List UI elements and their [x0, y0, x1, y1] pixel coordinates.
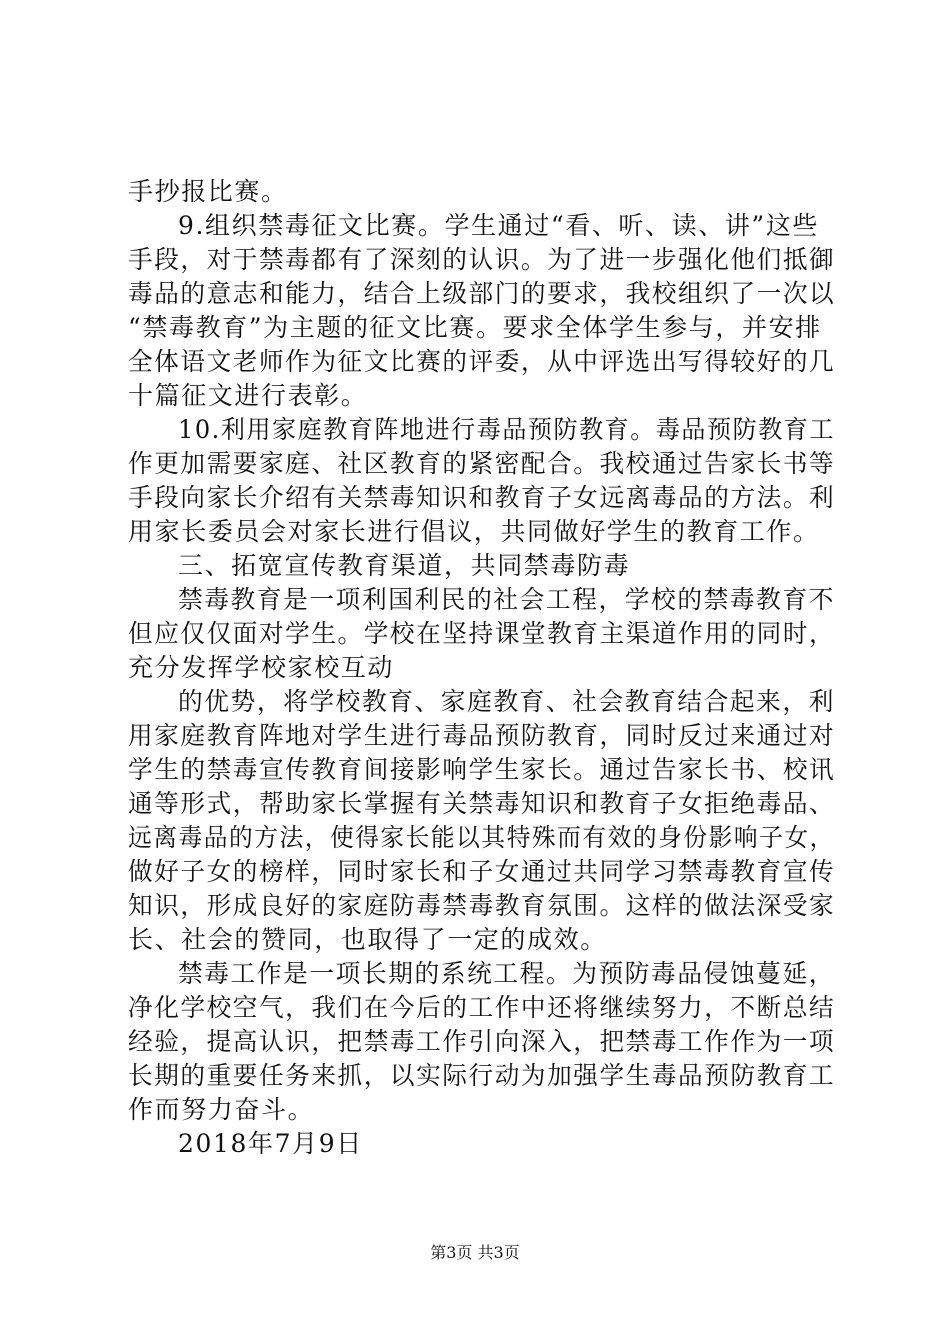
date-line: 2018年7月9日	[178, 1129, 363, 1158]
text-line: 10.利用家庭教育阵地进行毒品预防教育。毒品预防教育工	[178, 415, 835, 444]
text-line: 用家庭教育阵地对学生进行毒品预防教育，同时反过来通过对	[128, 721, 836, 750]
text-line: 手段向家长介绍有关禁毒知识和教育子女远离毒品的方法。利	[128, 483, 836, 512]
text-line: 毒品的意志和能力，结合上级部门的要求，我校组织了一次以	[128, 279, 836, 308]
text-line: 用家长委员会对家长进行倡议，共同做好学生的教育工作。	[128, 517, 820, 546]
section-heading: 三、拓宽宣传教育渠道，共同禁毒防毒	[178, 551, 631, 580]
text-line: 通等形式，帮助家长掌握有关禁毒知识和教育子女拒绝毒品、	[128, 789, 836, 818]
text-line: 做好子女的榜样，同时家长和子女通过共同学习禁毒教育宣传	[128, 857, 836, 886]
text-line: 作更加需要家庭、社区教育的紧密配合。我校通过告家长书等	[128, 449, 836, 478]
text-line: 全体语文老师作为征文比赛的评委，从中评选出写得较好的几	[128, 347, 836, 376]
page-footer: 第3页 共3页	[430, 1243, 520, 1262]
text-line: 充分发挥学校家校互动	[128, 653, 395, 682]
text-line: 经验，提高认识，把禁毒工作引向深入，把禁毒工作作为一项	[128, 1027, 836, 1056]
text-line: 禁毒教育是一项利国利民的社会工程，学校的禁毒教育不	[178, 585, 836, 614]
text-line: 净化学校空气，我们在今后的工作中还将继续努力，不断总结	[128, 993, 836, 1022]
text-line: 但应仅仅面对学生。学校在坚持课堂教育主渠道作用的同时，	[128, 619, 836, 648]
text-line: 远离毒品的方法，使得家长能以其特殊而有效的身份影响子女，	[128, 823, 835, 852]
text-line: 手抄报比赛。	[128, 177, 288, 206]
text-line: 作而努力奋斗。	[128, 1095, 315, 1124]
text-line: 手段，对于禁毒都有了深刻的认识。为了进一步强化他们抵御	[128, 245, 836, 274]
text-line: 的优势，将学校教育、家庭教育、社会教育结合起来，利	[178, 687, 836, 716]
text-line: 9.组织禁毒征文比赛。学生通过“看、听、读、讲”这些	[178, 211, 820, 240]
text-line: 禁毒工作是一项长期的系统工程。为预防毒品侵蚀蔓延，	[178, 959, 836, 988]
text-line: 长期的重要任务来抓，以实际行动为加强学生毒品预防教育工	[128, 1061, 836, 1090]
text-line: 知识，形成良好的家庭防毒禁毒教育氛围。这样的做法深受家	[128, 891, 836, 920]
text-line: “禁毒教育”为主题的征文比赛。要求全体学生参与，并安排	[128, 313, 822, 342]
text-line: 十篇征文进行表彰。	[128, 381, 368, 410]
text-line: 长、社会的赞同，也取得了一定的成效。	[128, 925, 607, 954]
text-line: 学生的禁毒宣传教育间接影响学生家长。通过告家长书、校讯	[128, 755, 836, 784]
